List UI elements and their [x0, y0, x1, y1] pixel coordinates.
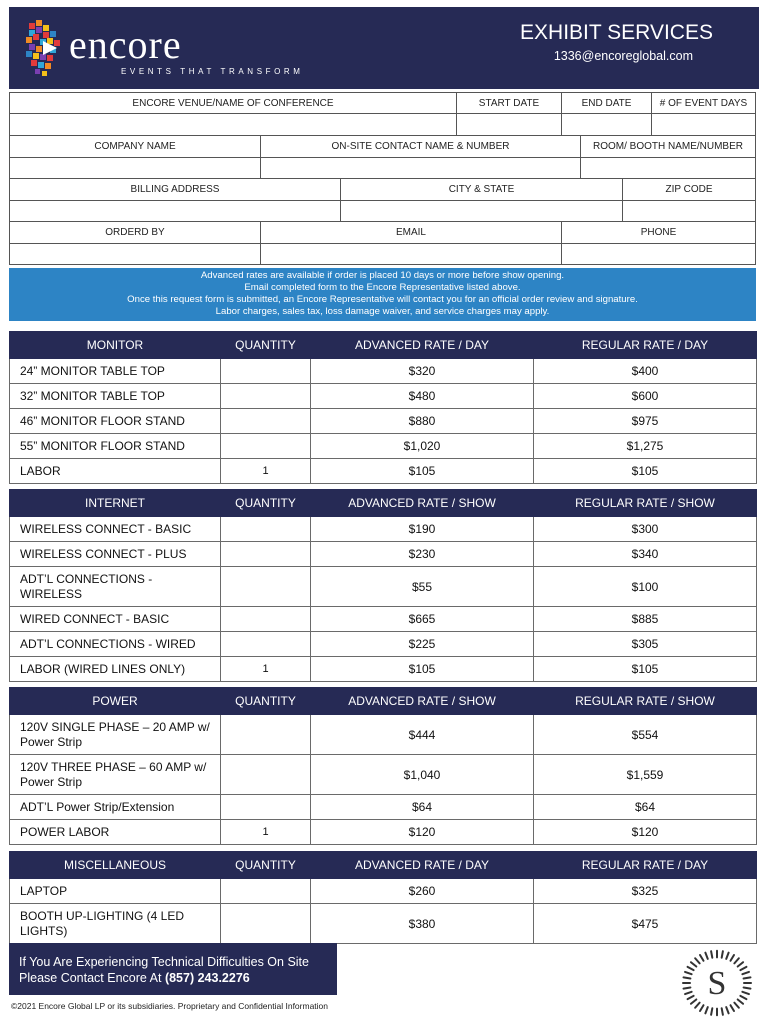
item-name: POWER LABOR [10, 820, 221, 845]
miscellaneous-table [9, 851, 757, 944]
internet-table [9, 489, 757, 682]
seal-tick [705, 953, 707, 959]
end-date-field[interactable] [561, 113, 652, 136]
page-header [9, 7, 759, 89]
regular-rate-header: REGULAR RATE / DAY [534, 332, 757, 359]
regular-rate: $1,559 [534, 755, 757, 795]
seal-tick [734, 958, 738, 963]
quantity-field[interactable] [221, 632, 311, 657]
zip-label: ZIP CODE [622, 178, 756, 201]
item-name: WIRED CONNECT - BASIC [10, 607, 221, 632]
regular-rate: $340 [534, 542, 757, 567]
item-name: WIRELESS CONNECT - PLUS [10, 542, 221, 567]
table-row [10, 459, 757, 484]
notice-line: Advanced rates are available if order is placed 10 days or more before show opening. [200, 270, 565, 281]
item-name: WIRELESS CONNECT - BASIC [10, 517, 221, 542]
regular-rate: $600 [534, 384, 757, 409]
phone-label: PHONE [561, 221, 756, 244]
regular-rate: $305 [534, 632, 757, 657]
city-state-label: CITY & STATE [340, 178, 623, 201]
item-name: 120V SINGLE PHASE – 20 AMP w/ Power Strip [10, 715, 221, 755]
quantity-field[interactable] [221, 755, 311, 795]
advanced-rate: $665 [311, 607, 534, 632]
monitor-header: MONITOR [10, 332, 221, 359]
advanced-rate: $480 [311, 384, 534, 409]
seal-tick [740, 967, 746, 970]
quantity-field[interactable] [221, 542, 311, 567]
seal-tick [742, 972, 749, 974]
advanced-rate: $105 [311, 657, 534, 682]
event-days-field[interactable] [651, 113, 756, 136]
zip-field[interactable] [622, 200, 756, 222]
seal-tick [731, 955, 735, 961]
item-name: LABOR [10, 459, 221, 484]
seal-tick [711, 951, 712, 958]
regular-rate: $100 [534, 567, 757, 607]
seal-tick [740, 996, 746, 999]
quantity-field[interactable] [221, 434, 311, 459]
regular-rate: $1,275 [534, 434, 757, 459]
contact-email[interactable]: 1336@encoreglobal.com [553, 49, 693, 63]
phone-field[interactable] [561, 243, 756, 265]
table-row [10, 542, 757, 567]
start-date-field[interactable] [456, 113, 562, 136]
contact-field[interactable] [260, 157, 581, 179]
item-name: ADT’L CONNECTIONS - WIRED [10, 632, 221, 657]
power-header: POWER [10, 688, 221, 715]
seal-tick [684, 977, 691, 978]
seal-tick [726, 953, 728, 959]
seal-letter: S [707, 965, 727, 1002]
event-days-label: # OF EVENT DAYS [651, 92, 756, 114]
copyright-footer: ©2021 Encore Global LP or its subsidiaries. Proprietary and Confidential Information [11, 1001, 328, 1011]
internet-header: INTERNET [10, 490, 221, 517]
quantity-field[interactable] [221, 409, 311, 434]
seal-tick [688, 967, 694, 970]
advanced-rate-header: ADVANCED RATE / DAY [311, 852, 534, 879]
venue-label: ENCORE VENUE/NAME OF CONFERENCE [9, 92, 457, 114]
advanced-rate: $880 [311, 409, 534, 434]
table-row [10, 879, 757, 904]
seal-tick [731, 1005, 735, 1011]
regular-rate: $400 [534, 359, 757, 384]
item-name: BOOTH UP-LIGHTING (4 LED LIGHTS) [10, 904, 221, 944]
item-name: 24” MONITOR TABLE TOP [10, 359, 221, 384]
seal-tick [684, 987, 691, 988]
seal-tick [738, 962, 743, 966]
table-row [10, 820, 757, 845]
seal-tick [722, 1008, 723, 1015]
table-row [10, 384, 757, 409]
seal-tick [691, 999, 696, 1003]
regular-rate: $64 [534, 795, 757, 820]
regular-rate: $475 [534, 904, 757, 944]
table-row [10, 795, 757, 820]
item-name: 46” MONITOR FLOOR STAND [10, 409, 221, 434]
miscellaneous-header: MISCELLANEOUS [10, 852, 221, 879]
seal-tick [695, 958, 699, 963]
table-row [10, 409, 757, 434]
support-banner [9, 943, 337, 995]
notice-line: Once this request form is submitted, an Encore Representative will contact you for an official order review and signature. [127, 294, 638, 305]
event-info-form [9, 92, 756, 265]
company-field[interactable] [9, 157, 261, 179]
table-row [10, 755, 757, 795]
regular-rate: $120 [534, 820, 757, 845]
quantity-field[interactable] [221, 384, 311, 409]
monitor-table [9, 331, 757, 484]
item-name: 120V THREE PHASE – 60 AMP w/ Power Strip [10, 755, 221, 795]
seal-tick [691, 962, 696, 966]
quantity-field[interactable] [221, 517, 311, 542]
ordered-by-field[interactable] [9, 243, 261, 265]
room-field[interactable] [580, 157, 756, 179]
room-label: ROOM/ BOOTH NAME/NUMBER [580, 135, 756, 158]
seal-tick [685, 972, 692, 974]
quantity-field[interactable] [221, 879, 311, 904]
quantity-field[interactable] [221, 715, 311, 755]
seal-tick [744, 987, 751, 988]
table-row [10, 517, 757, 542]
table-row [10, 567, 757, 607]
venue-field[interactable] [9, 113, 457, 136]
notice-line: Email completed form to the Encore Representative listed above. [244, 282, 521, 293]
quantity-field[interactable]: 1 [221, 657, 311, 682]
regular-rate-header: REGULAR RATE / DAY [534, 852, 757, 879]
regular-rate-header: REGULAR RATE / SHOW [534, 688, 757, 715]
quantity-field[interactable] [221, 359, 311, 384]
regular-rate: $105 [534, 657, 757, 682]
quantity-field[interactable] [221, 567, 311, 607]
seal-tick [726, 1007, 728, 1013]
end-date-label: END DATE [561, 92, 652, 114]
seal-tick [722, 951, 723, 958]
support-phone[interactable]: (857) 243.2276 [164, 971, 250, 985]
seal-tick [700, 1005, 704, 1011]
contact-label: ON-SITE CONTACT NAME & NUMBER [260, 135, 581, 158]
seal-tick [700, 955, 704, 961]
item-name: ADT’L CONNECTIONS - WIRELESS [10, 567, 221, 607]
advanced-rate: $230 [311, 542, 534, 567]
seal-tick [742, 992, 749, 994]
billing-field[interactable] [9, 200, 341, 222]
table-row [10, 657, 757, 682]
table-row [10, 434, 757, 459]
advanced-rate: $190 [311, 517, 534, 542]
advanced-rate: $64 [311, 795, 534, 820]
quantity-field[interactable] [221, 795, 311, 820]
regular-rate: $554 [534, 715, 757, 755]
item-name: 32” MONITOR TABLE TOP [10, 384, 221, 409]
company-label: COMPANY NAME [9, 135, 261, 158]
email-field[interactable] [260, 243, 562, 265]
advanced-rate: $55 [311, 567, 534, 607]
brand-tagline: EVENTS THAT TRANSFORM [121, 67, 304, 76]
table-row [10, 632, 757, 657]
item-name: 55” MONITOR FLOOR STAND [10, 434, 221, 459]
order-notice [9, 268, 756, 321]
regular-rate: $885 [534, 607, 757, 632]
advanced-rate-header: ADVANCED RATE / DAY [311, 332, 534, 359]
seal-tick [738, 999, 743, 1003]
table-row [10, 715, 757, 755]
advanced-rate: $320 [311, 359, 534, 384]
advanced-rate: $105 [311, 459, 534, 484]
power-table [9, 687, 757, 845]
email-label: EMAIL [260, 221, 562, 244]
table-row [10, 904, 757, 944]
brand-wordmark: encore [69, 22, 182, 67]
regular-rate-header: REGULAR RATE / SHOW [534, 490, 757, 517]
seal-tick [688, 996, 694, 999]
ordered-by-label: ORDERD BY [9, 221, 261, 244]
advanced-rate-header: ADVANCED RATE / SHOW [311, 688, 534, 715]
quantity-field[interactable]: 1 [221, 820, 311, 845]
quantity-field[interactable]: 1 [221, 459, 311, 484]
advanced-rate: $1,040 [311, 755, 534, 795]
page-title: EXHIBIT SERVICES [520, 21, 713, 44]
support-line-2 [19, 970, 337, 986]
advanced-rate-header: ADVANCED RATE / SHOW [311, 490, 534, 517]
item-name: LABOR (WIRED LINES ONLY) [10, 657, 221, 682]
start-date-label: START DATE [456, 92, 562, 114]
quantity-field[interactable] [221, 607, 311, 632]
advanced-rate: $120 [311, 820, 534, 845]
seal-tick [695, 1003, 699, 1008]
advanced-rate: $225 [311, 632, 534, 657]
advanced-rate: $1,020 [311, 434, 534, 459]
notice-line: Labor charges, sales tax, loss damage waiver, and service charges may apply. [215, 306, 550, 317]
item-name: ADT’L Power Strip/Extension [10, 795, 221, 820]
item-name: LAPTOP [10, 879, 221, 904]
regular-rate: $105 [534, 459, 757, 484]
seal-tick [734, 1003, 738, 1008]
seal-tick [711, 1008, 712, 1015]
advanced-rate: $380 [311, 904, 534, 944]
regular-rate: $975 [534, 409, 757, 434]
billing-label: BILLING ADDRESS [9, 178, 341, 201]
quantity-field[interactable] [221, 904, 311, 944]
table-row [10, 607, 757, 632]
regular-rate: $300 [534, 517, 757, 542]
support-line: If You Are Experiencing Technical Difficulties On Site [19, 955, 309, 969]
support-contact-text: Please Contact Encore At [19, 971, 162, 985]
sheraton-seal-icon [678, 946, 756, 1020]
advanced-rate: $260 [311, 879, 534, 904]
quantity-header: QUANTITY [221, 332, 311, 359]
quantity-header: QUANTITY [221, 688, 311, 715]
regular-rate: $325 [534, 879, 757, 904]
seal-tick [705, 1007, 707, 1013]
quantity-header: QUANTITY [221, 490, 311, 517]
table-row [10, 359, 757, 384]
quantity-header: QUANTITY [221, 852, 311, 879]
advanced-rate: $444 [311, 715, 534, 755]
city-state-field[interactable] [340, 200, 623, 222]
seal-tick [685, 992, 692, 994]
seal-tick [744, 977, 751, 978]
